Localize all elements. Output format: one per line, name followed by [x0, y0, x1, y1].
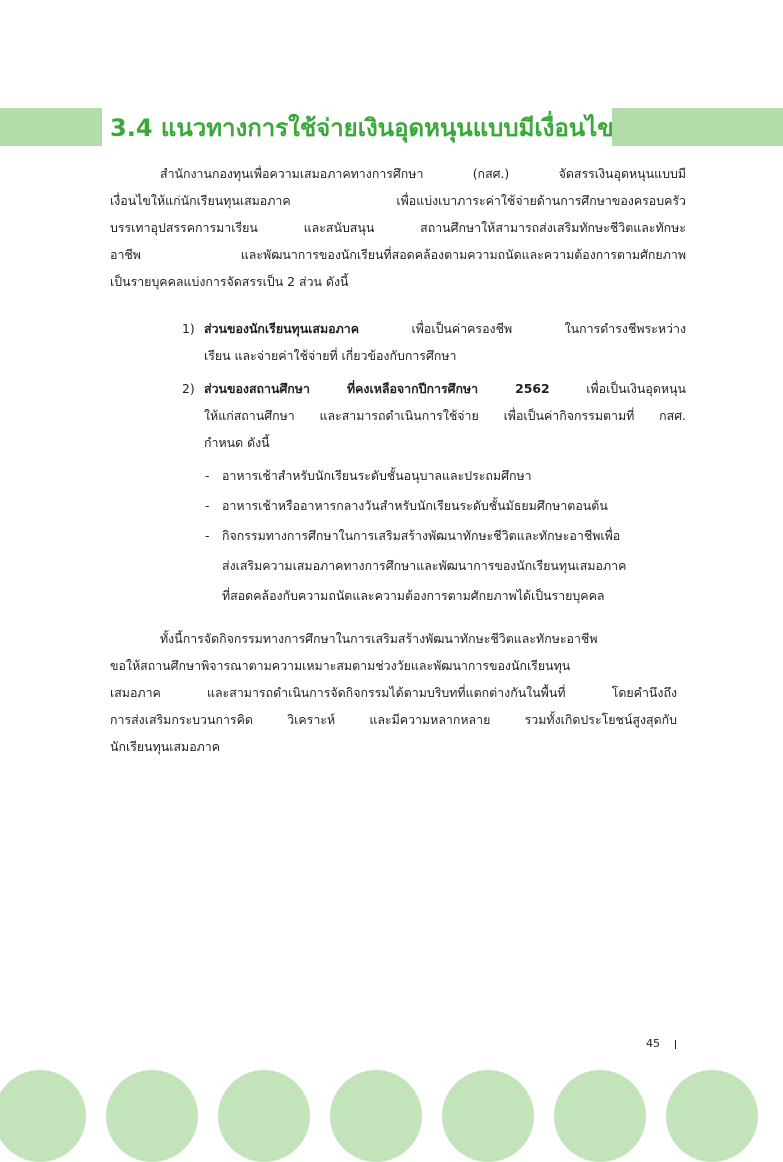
bullet-line: อาหารเช้าหรืออาหารกลางวันสำหรับนักเรียนระดับชั้นมัธยมศึกษาตอนต้น — [222, 498, 608, 513]
bullet-line: กิจกรรมทางการศึกษาในการเสริมสร้างพัฒนาทักษะชีวิตและทักษะอาชีพเพื่อ — [222, 528, 621, 543]
footer-scallop — [666, 1070, 758, 1162]
intro-line: เป็นรายบุคคลแบ่งการจัดสรรเป็น 2 ส่วน ดังนี้ — [110, 274, 349, 289]
bullet-line: อาหารเช้าสำหรับนักเรียนระดับชั้นอนุบาลและประถมศึกษา — [222, 468, 532, 483]
bullet-dash: - — [205, 528, 210, 543]
item-text: เพื่อเป็นค่าครองชีพ ในการดำรงชีพระหว่าง — [359, 321, 686, 336]
item-line: เรียน และจ่ายค่าใช้จ่ายที่ เกี่ยวข้องกับการศึกษา — [204, 348, 457, 363]
page-number-divider — [675, 1040, 676, 1049]
footer-scallop — [442, 1070, 534, 1162]
section-heading: 3.4 แนวทางการใช้จ่ายเงินอุดหนุนแบบมีเงื่อนไข — [110, 114, 614, 142]
closing-line: ทั้งนี้การจัดกิจกรรมทางการศึกษาในการเสริมสร้างพัฒนาทักษะชีวิตและทักษะอาชีพ — [160, 631, 598, 646]
page-number: 45 — [646, 1037, 660, 1050]
item-heading: ส่วนของสถานศึกษา ที่คงเหลือจากปีการศึกษา 2562 — [204, 381, 550, 396]
bullet-dash: - — [205, 468, 210, 483]
item-line — [204, 315, 686, 342]
footer-scallop — [106, 1070, 198, 1162]
footer-scallop — [0, 1070, 86, 1162]
closing-line: การส่งเสริมกระบวนการคิด วิเคราะห์ และมีความหลากหลาย รวมทั้งเกิดประโยชน์สูงสุดกับ — [110, 712, 677, 727]
heading-band-left — [0, 108, 102, 146]
closing-line: เสมอภาค และสามารถดำเนินการจัดกิจกรรมได้ตามบริบทที่แตกต่างกันในพื้นที่ โดยคำนึงถึง — [110, 685, 677, 700]
heading-band-right — [612, 108, 783, 146]
item-line: กำหนด ดังนี้ — [204, 435, 270, 450]
intro-line: เงื่อนไขให้แก่นักเรียนทุนเสมอภาค เพื่อแบ่งเบาภาระค่าใช้จ่ายด้านการศึกษาของครอบครัว — [110, 193, 686, 208]
item-number: 2) — [182, 381, 195, 396]
closing-line: นักเรียนทุนเสมอภาค — [110, 739, 221, 754]
closing-line: ขอให้สถานศึกษาพิจารณาตามความเหมาะสมตามช่วงวัยและพัฒนาการของนักเรียนทุน — [110, 658, 571, 673]
item-text: เพื่อเป็นเงินอุดหนุน — [549, 381, 686, 396]
item-line: ให้แก่สถานศึกษา และสามารถดำเนินการใช้จ่าย เพื่อเป็นค่ากิจกรรมตามที่ กสศ. — [204, 408, 686, 423]
bullet-line: ที่สอดคล้องกับความถนัดและความต้องการตามศักยภาพได้เป็นรายบุคคล — [222, 588, 605, 603]
bullet-line: ส่งเสริมความเสมอภาคทางการศึกษาและพัฒนาการของนักเรียนทุนเสมอภาค — [222, 558, 627, 573]
item-number: 1) — [182, 321, 195, 336]
intro-line: สำนักงานกองทุนเพื่อความเสมอภาคทางการศึกษา (กสศ.) จัดสรรเงินอุดหนุนแบบมี — [160, 166, 686, 181]
item-line — [204, 375, 686, 402]
bullet-dash: - — [205, 498, 210, 513]
footer-scallop — [554, 1070, 646, 1162]
footer-scallop — [330, 1070, 422, 1162]
intro-line: อาชีพ และพัฒนาการของนักเรียนที่สอดคล้องตามความถนัดและความต้องการตามศักยภาพ — [110, 247, 686, 262]
footer-scallop — [218, 1070, 310, 1162]
intro-line: บรรเทาอุปสรรคการมาเรียน และสนับสนุน สถานศึกษาให้สามารถส่งเสริมทักษะชีวิตและทักษะ — [110, 220, 686, 235]
item-heading: ส่วนของนักเรียนทุนเสมอภาค — [204, 321, 360, 336]
